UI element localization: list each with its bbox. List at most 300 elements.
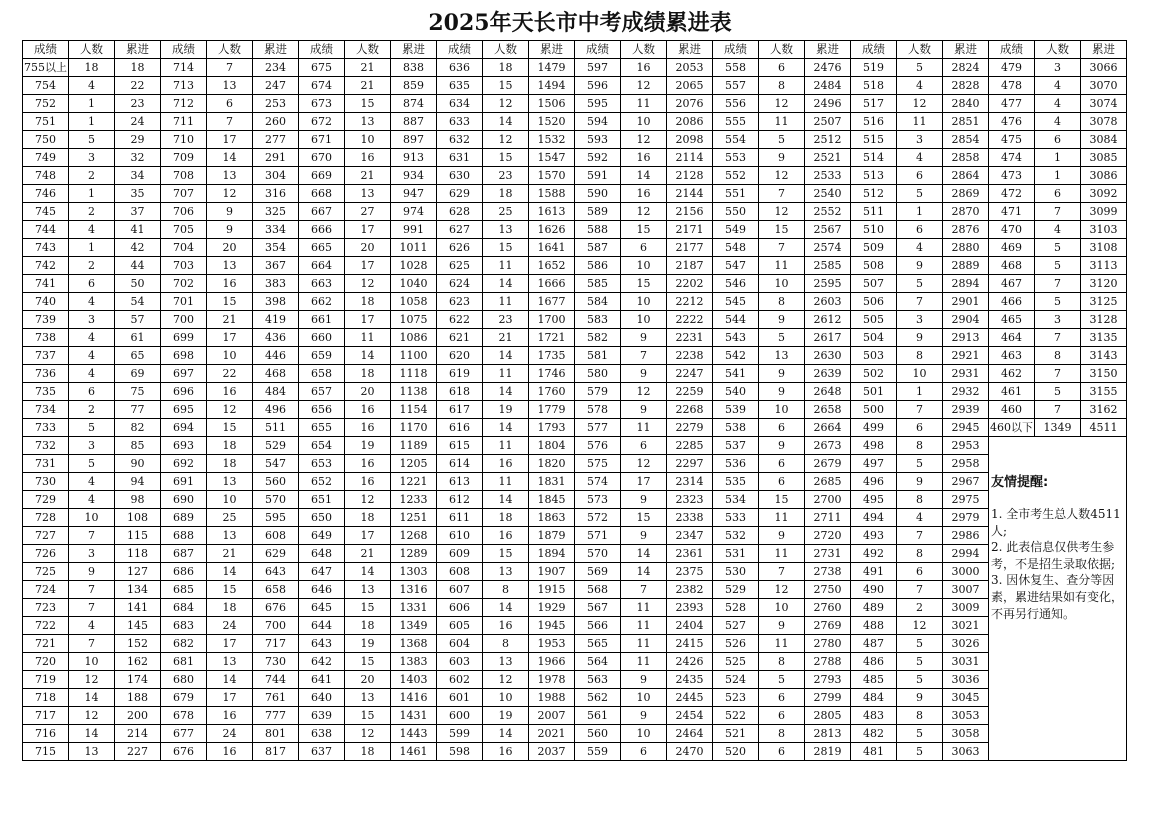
score-cell: 548 — [713, 239, 759, 257]
score-cell: 486 — [851, 653, 897, 671]
count-cell: 24 — [207, 617, 253, 635]
score-header: 成绩 — [851, 41, 897, 59]
reminder-heading: 友情提醒: — [991, 475, 1049, 490]
count-cell: 3 — [897, 311, 943, 329]
score-cell: 705 — [161, 221, 207, 239]
cumulative-cell: 3070 — [1081, 77, 1127, 95]
score-cell: 473 — [989, 167, 1035, 185]
score-cell: 732 — [23, 437, 69, 455]
cumulative-cell: 3086 — [1081, 167, 1127, 185]
cumulative-cell: 3128 — [1081, 311, 1127, 329]
count-cell: 12 — [621, 203, 667, 221]
count-cell: 4 — [897, 239, 943, 257]
cumulative-cell: 2700 — [805, 491, 851, 509]
cumulative-cell: 115 — [115, 527, 161, 545]
count-cell: 14 — [207, 671, 253, 689]
cumulative-cell: 188 — [115, 689, 161, 707]
cumulative-cell: 1907 — [529, 563, 575, 581]
count-cell: 8 — [759, 653, 805, 671]
cumulative-cell: 2673 — [805, 437, 851, 455]
score-cell: 706 — [161, 203, 207, 221]
reminder-line: 1. 全市考生总人数4511人; — [991, 507, 1121, 538]
table-row — [23, 671, 1127, 689]
table-row — [23, 437, 1127, 455]
score-cell: 616 — [437, 419, 483, 437]
cumulative-cell: 1953 — [529, 635, 575, 653]
cumulative-cell: 2711 — [805, 509, 851, 527]
score-cell: 484 — [851, 689, 897, 707]
cumulative-cell: 991 — [391, 221, 437, 239]
score-cell: 671 — [299, 131, 345, 149]
count-cell: 13 — [345, 113, 391, 131]
count-cell: 23 — [483, 311, 529, 329]
score-cell: 521 — [713, 725, 759, 743]
score-cell: 482 — [851, 725, 897, 743]
cumulative-cell: 2876 — [943, 221, 989, 239]
score-cell: 730 — [23, 473, 69, 491]
score-cell: 685 — [161, 581, 207, 599]
count-cell: 12 — [483, 671, 529, 689]
count-cell: 21 — [345, 59, 391, 77]
cumulative-cell: 2617 — [805, 329, 851, 347]
cumulative-cell: 2512 — [805, 131, 851, 149]
count-header: 人数 — [483, 41, 529, 59]
score-cell: 580 — [575, 365, 621, 383]
score-cell: 717 — [23, 707, 69, 725]
score-cell: 460 — [989, 401, 1035, 419]
count-cell: 6 — [759, 455, 805, 473]
score-cell: 630 — [437, 167, 483, 185]
cumulative-cell: 2521 — [805, 149, 851, 167]
score-cell: 629 — [437, 185, 483, 203]
score-cell: 666 — [299, 221, 345, 239]
cumulative-cell: 1431 — [391, 707, 437, 725]
cumulative-cell: 2986 — [943, 527, 989, 545]
count-cell: 17 — [345, 527, 391, 545]
score-cell: 572 — [575, 509, 621, 527]
score-cell: 515 — [851, 131, 897, 149]
count-cell: 17 — [207, 635, 253, 653]
count-cell: 11 — [345, 329, 391, 347]
cumulative-cell: 1863 — [529, 509, 575, 527]
count-cell: 5 — [897, 671, 943, 689]
score-cell: 467 — [989, 275, 1035, 293]
score-cell: 493 — [851, 527, 897, 545]
cumulative-cell: 82 — [115, 419, 161, 437]
count-cell: 12 — [759, 167, 805, 185]
count-cell: 13 — [207, 257, 253, 275]
score-cell: 622 — [437, 311, 483, 329]
score-cell: 468 — [989, 257, 1035, 275]
score-cell: 539 — [713, 401, 759, 419]
score-cell: 570 — [575, 545, 621, 563]
score-cell: 524 — [713, 671, 759, 689]
count-cell: 14 — [483, 725, 529, 743]
count-cell: 6 — [207, 95, 253, 113]
cumulative-cell: 200 — [115, 707, 161, 725]
count-cell: 16 — [207, 383, 253, 401]
score-cell: 621 — [437, 329, 483, 347]
score-cell: 551 — [713, 185, 759, 203]
count-cell: 14 — [207, 563, 253, 581]
count-header: 人数 — [759, 41, 805, 59]
score-cell: 686 — [161, 563, 207, 581]
count-cell: 11 — [759, 545, 805, 563]
cumulative-cell: 761 — [253, 689, 299, 707]
count-cell: 10 — [207, 491, 253, 509]
count-cell: 21 — [483, 329, 529, 347]
cumulative-cell: 1138 — [391, 383, 437, 401]
score-cell: 500 — [851, 401, 897, 419]
table-row — [23, 113, 1127, 131]
score-cell: 461 — [989, 383, 1035, 401]
cumulative-cell: 141 — [115, 599, 161, 617]
cumulative-cell: 1205 — [391, 455, 437, 473]
count-header: 人数 — [621, 41, 667, 59]
cumulative-cell: 23 — [115, 95, 161, 113]
cumulative-cell: 1506 — [529, 95, 575, 113]
count-cell: 11 — [621, 419, 667, 437]
count-cell: 5 — [897, 653, 943, 671]
cumulative-cell: 3143 — [1081, 347, 1127, 365]
count-cell: 7 — [69, 635, 115, 653]
count-cell: 8 — [483, 581, 529, 599]
cumulative-cell: 3058 — [943, 725, 989, 743]
score-cell: 481 — [851, 743, 897, 761]
count-cell: 15 — [345, 653, 391, 671]
score-cell: 640 — [299, 689, 345, 707]
count-cell: 4 — [1035, 77, 1081, 95]
score-cell: 712 — [161, 95, 207, 113]
count-cell: 18 — [345, 293, 391, 311]
score-cell: 719 — [23, 671, 69, 689]
cumulative-cell: 85 — [115, 437, 161, 455]
cumulative-cell: 2979 — [943, 509, 989, 527]
count-cell: 13 — [207, 473, 253, 491]
cumulative-cell: 98 — [115, 491, 161, 509]
count-cell: 12 — [759, 95, 805, 113]
score-cell: 665 — [299, 239, 345, 257]
cumulative-cell: 3085 — [1081, 149, 1127, 167]
count-cell: 15 — [759, 221, 805, 239]
cumulative-cell: 2037 — [529, 743, 575, 761]
score-cell: 624 — [437, 275, 483, 293]
cumulative-cell: 2864 — [943, 167, 989, 185]
cumulative-cell: 2939 — [943, 401, 989, 419]
cumulative-cell: 2913 — [943, 329, 989, 347]
cumulative-cell: 2382 — [667, 581, 713, 599]
count-cell: 14 — [207, 149, 253, 167]
cumulative-cell: 2945 — [943, 419, 989, 437]
score-cell: 488 — [851, 617, 897, 635]
score-cell: 645 — [299, 599, 345, 617]
score-cell: 569 — [575, 563, 621, 581]
count-cell: 14 — [621, 545, 667, 563]
count-cell: 7 — [207, 59, 253, 77]
count-cell: 7 — [759, 185, 805, 203]
cumulative-header: 累进 — [391, 41, 437, 59]
cumulative-cell: 1416 — [391, 689, 437, 707]
score-cell: 746 — [23, 185, 69, 203]
count-header: 人数 — [897, 41, 943, 59]
score-cell: 550 — [713, 203, 759, 221]
count-cell: 2 — [69, 401, 115, 419]
cumulative-cell: 2533 — [805, 167, 851, 185]
score-cell: 713 — [161, 77, 207, 95]
cumulative-cell: 2889 — [943, 257, 989, 275]
cumulative-cell: 1978 — [529, 671, 575, 689]
cumulative-cell: 1666 — [529, 275, 575, 293]
score-cell: 657 — [299, 383, 345, 401]
score-cell: 729 — [23, 491, 69, 509]
count-cell: 12 — [621, 383, 667, 401]
cumulative-header: 累进 — [115, 41, 161, 59]
score-cell: 529 — [713, 581, 759, 599]
cumulative-cell: 42 — [115, 239, 161, 257]
count-cell: 7 — [1035, 365, 1081, 383]
cumulative-cell: 1011 — [391, 239, 437, 257]
cumulative-cell: 801 — [253, 725, 299, 743]
count-cell: 14 — [483, 113, 529, 131]
cumulative-cell: 35 — [115, 185, 161, 203]
score-cell: 608 — [437, 563, 483, 581]
count-cell: 12 — [621, 131, 667, 149]
cumulative-cell: 90 — [115, 455, 161, 473]
count-cell: 8 — [1035, 347, 1081, 365]
cumulative-cell: 2595 — [805, 275, 851, 293]
cumulative-cell: 2685 — [805, 473, 851, 491]
cumulative-cell: 1289 — [391, 545, 437, 563]
count-cell: 4 — [897, 77, 943, 95]
table-row — [23, 275, 1127, 293]
count-cell: 13 — [207, 167, 253, 185]
cumulative-cell: 1894 — [529, 545, 575, 563]
score-cell: 739 — [23, 311, 69, 329]
cumulative-cell: 69 — [115, 365, 161, 383]
score-header: 成绩 — [713, 41, 759, 59]
score-cell: 502 — [851, 365, 897, 383]
score-cell: 723 — [23, 599, 69, 617]
score-cell: 554 — [713, 131, 759, 149]
count-cell: 14 — [483, 491, 529, 509]
count-cell: 10 — [621, 293, 667, 311]
count-cell: 14 — [483, 275, 529, 293]
table-row — [23, 239, 1127, 257]
cumulative-cell: 3074 — [1081, 95, 1127, 113]
score-cell: 708 — [161, 167, 207, 185]
cumulative-cell: 700 — [253, 617, 299, 635]
cumulative-cell: 2720 — [805, 527, 851, 545]
score-cell: 533 — [713, 509, 759, 527]
score-cell: 499 — [851, 419, 897, 437]
count-cell: 10 — [69, 653, 115, 671]
count-cell: 4 — [69, 365, 115, 383]
cumulative-cell: 3120 — [1081, 275, 1127, 293]
count-cell: 7 — [897, 293, 943, 311]
cumulative-cell: 65 — [115, 347, 161, 365]
page-title: 2025年天长市中考成绩累进表 — [428, 10, 732, 36]
score-cell: 512 — [851, 185, 897, 203]
score-cell: 579 — [575, 383, 621, 401]
cumulative-cell: 2187 — [667, 257, 713, 275]
count-cell: 18 — [345, 365, 391, 383]
count-header: 人数 — [345, 41, 391, 59]
cumulative-header: 累进 — [529, 41, 575, 59]
count-cell: 3 — [69, 311, 115, 329]
cumulative-cell: 2858 — [943, 149, 989, 167]
count-cell: 13 — [345, 689, 391, 707]
score-cell: 707 — [161, 185, 207, 203]
score-cell: 511 — [851, 203, 897, 221]
table-row — [23, 743, 1127, 761]
cumulative-cell: 2065 — [667, 77, 713, 95]
count-cell: 9 — [621, 329, 667, 347]
count-cell: 10 — [345, 131, 391, 149]
count-cell: 7 — [1035, 401, 1081, 419]
count-cell: 6 — [621, 743, 667, 761]
count-cell: 7 — [207, 113, 253, 131]
count-cell: 10 — [207, 347, 253, 365]
count-cell: 15 — [207, 293, 253, 311]
count-cell: 4 — [69, 473, 115, 491]
score-cell: 742 — [23, 257, 69, 275]
score-cell: 565 — [575, 635, 621, 653]
cumulative-cell: 2238 — [667, 347, 713, 365]
count-cell: 16 — [345, 401, 391, 419]
score-cell: 547 — [713, 257, 759, 275]
table-row — [23, 527, 1127, 545]
score-cell: 559 — [575, 743, 621, 761]
count-cell: 15 — [621, 221, 667, 239]
cumulative-cell: 468 — [253, 365, 299, 383]
count-cell: 16 — [207, 707, 253, 725]
cumulative-cell: 3108 — [1081, 239, 1127, 257]
count-cell: 12 — [897, 617, 943, 635]
cumulative-cell: 1613 — [529, 203, 575, 221]
cumulative-cell: 3066 — [1081, 59, 1127, 77]
cumulative-cell: 2021 — [529, 725, 575, 743]
count-cell: 11 — [483, 365, 529, 383]
count-cell: 10 — [621, 257, 667, 275]
score-cell: 656 — [299, 401, 345, 419]
count-cell: 2 — [897, 599, 943, 617]
cumulative-cell: 560 — [253, 473, 299, 491]
count-cell: 21 — [345, 545, 391, 563]
score-cell: 522 — [713, 707, 759, 725]
count-cell: 14 — [621, 167, 667, 185]
score-cell: 646 — [299, 581, 345, 599]
count-cell: 9 — [621, 671, 667, 689]
count-cell: 16 — [345, 473, 391, 491]
cumulative-cell: 676 — [253, 599, 299, 617]
count-cell: 6 — [759, 473, 805, 491]
score-cell: 528 — [713, 599, 759, 617]
score-cell: 714 — [161, 59, 207, 77]
count-cell: 3 — [897, 131, 943, 149]
table-row — [23, 293, 1127, 311]
cumulative-header: 累进 — [253, 41, 299, 59]
count-cell: 8 — [759, 725, 805, 743]
cumulative-cell: 152 — [115, 635, 161, 653]
score-cell: 588 — [575, 221, 621, 239]
count-header: 人数 — [69, 41, 115, 59]
table-row — [23, 329, 1127, 347]
score-cell: 654 — [299, 437, 345, 455]
count-cell: 11 — [759, 113, 805, 131]
cumulative-cell: 18 — [115, 59, 161, 77]
count-cell: 1349 — [1035, 419, 1081, 437]
score-cell: 625 — [437, 257, 483, 275]
cumulative-cell: 2426 — [667, 653, 713, 671]
count-cell: 3 — [69, 545, 115, 563]
cumulative-cell: 2076 — [667, 95, 713, 113]
count-cell: 8 — [483, 635, 529, 653]
count-cell: 5 — [897, 725, 943, 743]
score-cell: 651 — [299, 491, 345, 509]
score-cell: 744 — [23, 221, 69, 239]
score-cell: 586 — [575, 257, 621, 275]
score-cell: 638 — [299, 725, 345, 743]
cumulative-cell: 3103 — [1081, 221, 1127, 239]
cumulative-cell: 446 — [253, 347, 299, 365]
count-cell: 13 — [207, 527, 253, 545]
score-cell: 681 — [161, 653, 207, 671]
score-cell: 639 — [299, 707, 345, 725]
count-cell: 20 — [345, 671, 391, 689]
count-cell: 12 — [483, 95, 529, 113]
count-cell: 9 — [759, 617, 805, 635]
table-row — [23, 131, 1127, 149]
count-cell: 1 — [69, 185, 115, 203]
cumulative-cell: 1735 — [529, 347, 575, 365]
cumulative-cell: 2664 — [805, 419, 851, 437]
cumulative-cell: 2435 — [667, 671, 713, 689]
score-header: 成绩 — [23, 41, 69, 59]
score-cell: 653 — [299, 455, 345, 473]
count-cell: 4 — [1035, 95, 1081, 113]
cumulative-cell: 1189 — [391, 437, 437, 455]
cumulative-cell: 334 — [253, 221, 299, 239]
cumulative-cell: 2630 — [805, 347, 851, 365]
cumulative-cell: 2202 — [667, 275, 713, 293]
score-cell: 476 — [989, 113, 1035, 131]
count-cell: 7 — [897, 581, 943, 599]
cumulative-cell: 2921 — [943, 347, 989, 365]
count-cell: 5 — [897, 59, 943, 77]
cumulative-cell: 817 — [253, 743, 299, 761]
score-cell: 483 — [851, 707, 897, 725]
count-cell: 7 — [69, 527, 115, 545]
cumulative-cell: 2901 — [943, 293, 989, 311]
score-cell: 462 — [989, 365, 1035, 383]
score-cell: 745 — [23, 203, 69, 221]
score-cell: 505 — [851, 311, 897, 329]
score-cell: 702 — [161, 275, 207, 293]
count-cell: 15 — [759, 491, 805, 509]
score-cell: 689 — [161, 509, 207, 527]
cumulative-cell: 1988 — [529, 689, 575, 707]
score-cell: 715 — [23, 743, 69, 761]
score-cell: 594 — [575, 113, 621, 131]
cumulative-cell: 1804 — [529, 437, 575, 455]
cumulative-cell: 2496 — [805, 95, 851, 113]
count-cell: 11 — [483, 473, 529, 491]
header-row — [23, 41, 1127, 59]
count-cell: 11 — [621, 635, 667, 653]
count-cell: 4 — [69, 329, 115, 347]
count-cell: 12 — [207, 185, 253, 203]
cumulative-cell: 2470 — [667, 743, 713, 761]
